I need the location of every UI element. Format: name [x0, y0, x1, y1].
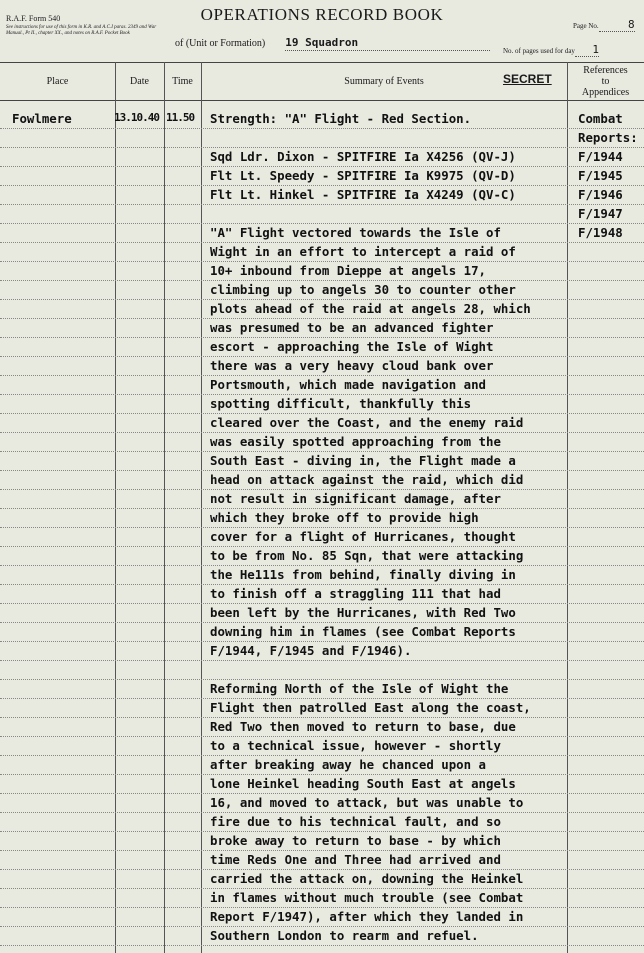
ruled-line	[0, 128, 644, 129]
summary-line: F/1944, F/1945 and F/1946).	[210, 643, 412, 658]
ruled-line	[0, 394, 644, 395]
ruled-line	[0, 489, 644, 490]
summary-line: spotting difficult, thankfully this	[210, 396, 472, 411]
reference-item: F/1948	[578, 225, 623, 240]
ruled-line	[0, 698, 644, 699]
page-number-value: 8	[599, 18, 635, 32]
ruled-line	[0, 508, 644, 509]
ruled-line	[0, 299, 644, 300]
summary-line: to be from No. 85 Sqn, that were attacking	[210, 548, 524, 563]
column-header-summary: Summary of Events	[344, 75, 424, 87]
summary-line: was presumed to be an advanced fighter	[210, 320, 494, 335]
reference-item: F/1946	[578, 187, 623, 202]
ruled-line	[0, 869, 644, 870]
summary-line: Reforming North of the Isle of Wight the	[210, 681, 509, 696]
reference-item: F/1944	[578, 149, 623, 164]
ruled-line	[0, 166, 644, 167]
ruled-line	[0, 622, 644, 623]
page-title: OPERATIONS RECORD BOOK	[200, 5, 444, 24]
ruled-line	[0, 831, 644, 832]
summary-line: escort - approaching the Isle of Wight	[210, 339, 494, 354]
secret-stamp: SECRET	[503, 72, 552, 86]
column-header-time: Time	[172, 75, 193, 87]
ruled-line	[0, 584, 644, 585]
pages-used-label: No. of pages used for day	[503, 47, 575, 55]
summary-line: in flames without much trouble (see Combat	[210, 890, 524, 905]
reference-item: F/1947	[578, 206, 623, 221]
reference-item: Combat	[578, 111, 623, 126]
summary-line: not result in significant damage, after	[210, 491, 501, 506]
ruled-line	[0, 318, 644, 319]
form-number: R.A.F. Form 540	[6, 14, 61, 23]
ruled-line	[0, 451, 644, 452]
column-header-place: Place	[46, 75, 69, 87]
reference-item: F/1945	[578, 168, 623, 183]
summary-line: Southern London to rearm and refuel.	[210, 928, 479, 943]
summary-line: the He111s from behind, finally diving in	[210, 567, 516, 582]
summary-line: cover for a flight of Hurricanes, thought	[210, 529, 516, 544]
summary-line: Flt Lt. Speedy - SPITFIRE Ia K9975 (QV-D)	[210, 168, 516, 183]
ruled-line	[0, 774, 644, 775]
header-bottom-rule	[0, 100, 644, 101]
summary-line: fire due to his technical fault, and so	[210, 814, 501, 829]
summary-line: downing him in flames (see Combat Reports	[210, 624, 516, 639]
references-label-1: References	[583, 64, 628, 76]
ruled-line	[0, 147, 644, 148]
ruled-line	[0, 926, 644, 927]
summary-line: which they broke off to provide high	[210, 510, 479, 525]
reference-item: Reports:	[578, 130, 638, 145]
ruled-line	[0, 470, 644, 471]
ruled-line	[0, 413, 644, 414]
ruled-line	[0, 242, 644, 243]
ruled-line	[0, 603, 644, 604]
ruled-line	[0, 679, 644, 680]
entry-time: 11.50	[166, 111, 195, 124]
ruled-line	[0, 375, 644, 376]
ruled-line	[0, 850, 644, 851]
summary-line: been left by the Hurricanes, with Red Two	[210, 605, 516, 620]
pages-used	[503, 43, 599, 57]
ruled-line	[0, 736, 644, 737]
ruled-line	[0, 280, 644, 281]
references-label-2: to	[601, 75, 610, 87]
ruled-line	[0, 261, 644, 262]
summary-line: Wight in an effort to intercept a raid of	[210, 244, 516, 259]
ruled-line	[0, 565, 644, 566]
ruled-line	[0, 185, 644, 186]
summary-line: there was a very heavy cloud bank over	[210, 358, 494, 373]
summary-line: lone Heinkel heading South East at angels	[210, 776, 516, 791]
summary-line: Report F/1947), after which they landed in	[210, 909, 524, 924]
summary-line: was easily spotted approaching from the	[210, 434, 501, 449]
column-header-references	[567, 62, 644, 100]
ruled-line	[0, 812, 644, 813]
summary-line: carried the attack on, downing the Heinkel	[210, 871, 524, 886]
summary-line: 10+ inbound from Dieppe at angels 17,	[210, 263, 487, 278]
ruled-line	[0, 641, 644, 642]
ruled-line	[0, 907, 644, 908]
summary-line: Flight then patrolled East along the coast,	[210, 700, 531, 715]
ruled-line	[0, 660, 644, 661]
summary-line: Red Two then moved to return to base, due	[210, 719, 516, 734]
ruled-line	[0, 527, 644, 528]
ruled-line	[0, 717, 644, 718]
summary-line: plots ahead of the raid at angels 28, which	[210, 301, 531, 316]
summary-line: Portsmouth, which made navigation and	[210, 377, 487, 392]
column-header-date: Date	[130, 75, 149, 87]
ruled-line	[0, 793, 644, 794]
ruled-line	[0, 945, 644, 946]
page-number-label: Page No.	[573, 22, 599, 30]
unit-line	[175, 36, 490, 51]
page-number	[573, 18, 635, 32]
summary-line: to a technical issue, however - shortly	[210, 738, 501, 753]
summary-line: broke away to return to base - by which	[210, 833, 501, 848]
ruled-line	[0, 337, 644, 338]
references-label-3: Appendices	[581, 86, 630, 98]
summary-line: Strength: "A" Flight - Red Section.	[210, 111, 472, 126]
form-instructions: See instructions for use of this form in K.R. and A.C.I paras. 2349 and War Manual., Pt II., chapter XX., and notes on R.A.F. Pocket Book	[6, 25, 157, 36]
ruled-line	[0, 223, 644, 224]
summary-line: 16, and moved to attack, but was unable to	[210, 795, 524, 810]
summary-line: to finish off a straggling 111 that had	[210, 586, 501, 601]
summary-line: head on attack against the raid, which did	[210, 472, 524, 487]
summary-line: "A" Flight vectored towards the Isle of	[210, 225, 501, 240]
pages-used-value: 1	[575, 43, 599, 57]
ruled-line	[0, 204, 644, 205]
summary-line: after breaking away he chanced upon a	[210, 757, 487, 772]
entry-place: Fowlmere	[12, 111, 72, 126]
entry-date: 13.10.40	[114, 111, 159, 124]
unit-label: of (Unit or Formation)	[175, 38, 266, 49]
ruled-line	[0, 356, 644, 357]
summary-line: Flt Lt. Hinkel - SPITFIRE Ia X4249 (QV-C)	[210, 187, 516, 202]
unit-value: 19 Squadron	[285, 36, 490, 51]
summary-line: climbing up to angels 30 to counter other	[210, 282, 516, 297]
summary-line: cleared over the Coast, and the enemy raid	[210, 415, 524, 430]
ruled-line	[0, 755, 644, 756]
ruled-line	[0, 546, 644, 547]
ruled-line	[0, 432, 644, 433]
summary-line: time Reds One and Three had arrived and	[210, 852, 501, 867]
summary-line: Sqd Ldr. Dixon - SPITFIRE Ia X4256 (QV-J)	[210, 149, 516, 164]
summary-line: South East - diving in, the Flight made a	[210, 453, 516, 468]
ruled-line	[0, 888, 644, 889]
